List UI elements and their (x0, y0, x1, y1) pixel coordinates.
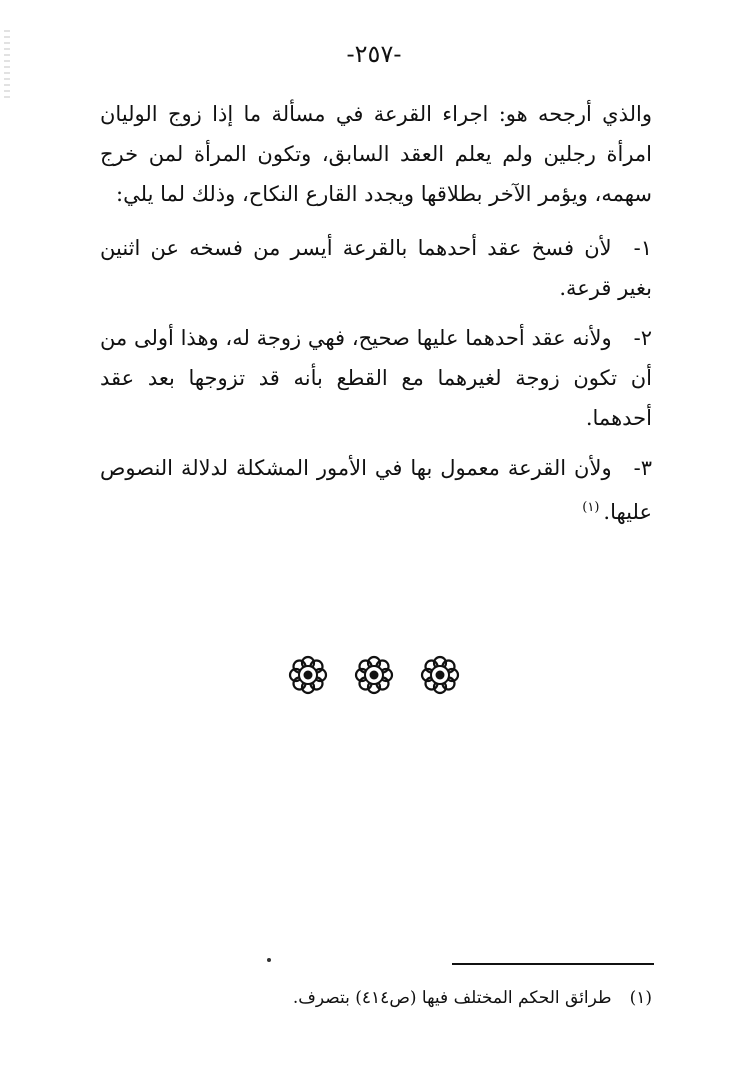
list-item (100, 318, 652, 438)
item-text: ولأنه عقد أحدهما عليها صحيح، فهي زوجة له، وهذا أولى من أن تكون زوجة لغيرهما مع القطع بأنه قد تزوجها بعد عقد أحدهما. (100, 326, 652, 430)
scan-speck (267, 958, 271, 962)
intro-paragraph: والذي أرجحه هو: اجراء القرعة في مسألة ما إذا زوج الوليان امرأة رجلين ولم يعلم العقد السابق، وتكون المرأة لمن خرج سهمه، ويؤمر الآخر بطلاقها ويجدد القارع النكاح، وذلك لما يلي: (100, 102, 652, 206)
flower-ornament-icon (287, 654, 329, 696)
page-number: -٢٥٧- (346, 40, 402, 68)
item-number: ١- (633, 236, 652, 260)
item-number: ٣- (633, 456, 652, 480)
footnote-number: (١) (629, 988, 652, 1008)
item-text: ولأن القرعة معمول بها في الأمور المشكلة لدلالة النصوص عليها. (100, 456, 652, 524)
flower-ornament-icon (353, 654, 395, 696)
footnote-text: طرائق الحكم المختلف فيها (ص٤١٤) بتصرف. (292, 988, 612, 1008)
section-divider-ornaments (0, 654, 748, 702)
footnote-reference[interactable]: (١) (582, 500, 600, 515)
footnote (100, 984, 652, 1012)
item-text: لأن فسخ عقد أحدهما بالقرعة أيسر من فسخه عن اثنين بغير قرعة. (100, 236, 652, 300)
footnote-divider (452, 963, 654, 965)
item-number: ٢- (633, 326, 652, 350)
flower-ornament-icon (419, 654, 461, 696)
list-item (100, 448, 652, 532)
list-item (100, 228, 652, 308)
